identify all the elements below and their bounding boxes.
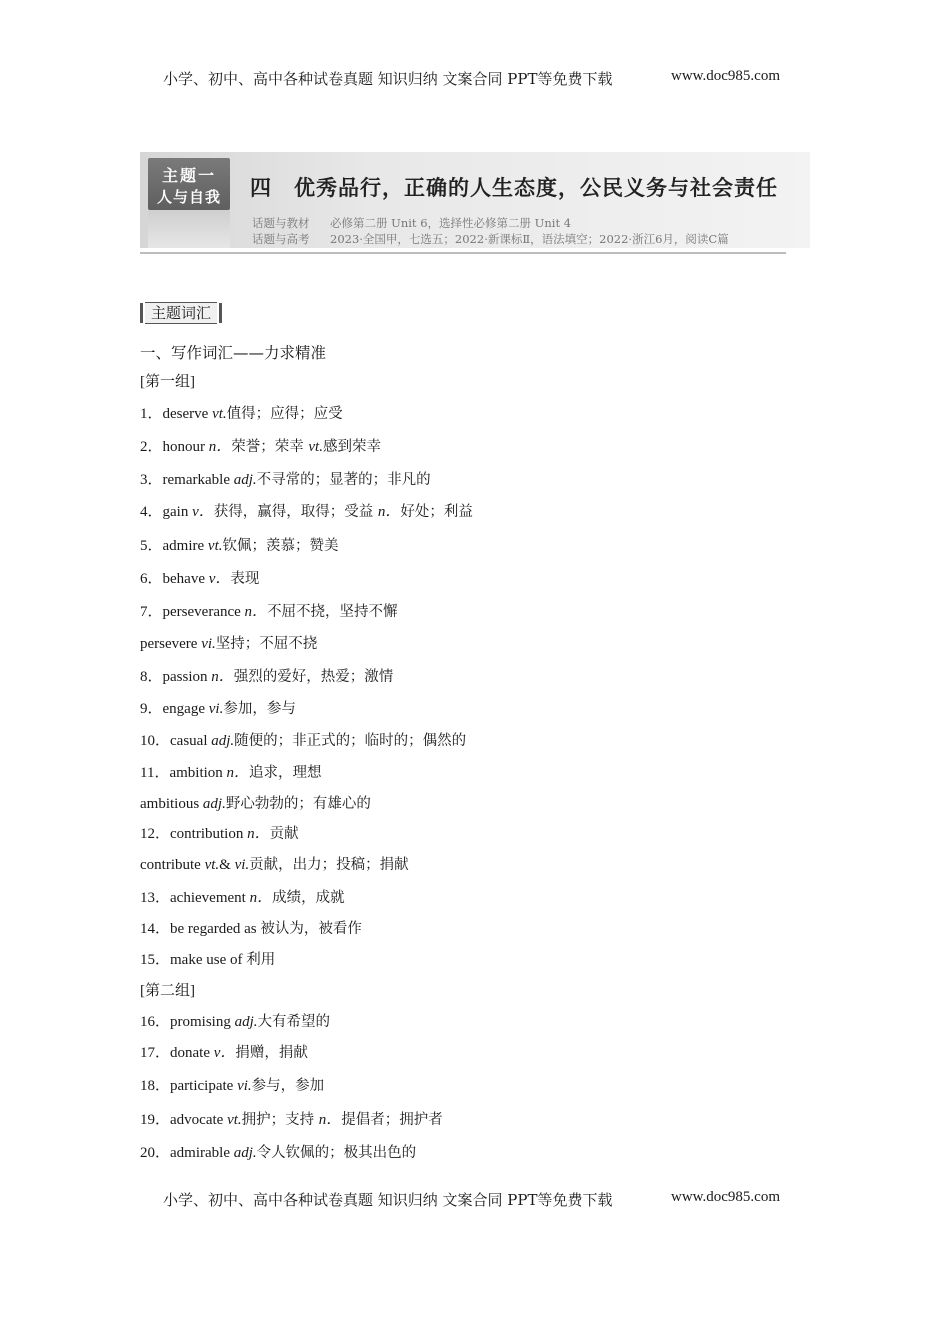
word-meaning: 利用 [246,952,276,968]
word-term: deserve [162,406,213,422]
pos-joiner: & [219,857,235,873]
word-entry [140,792,371,813]
word-entry [140,697,296,718]
word-term: contribute [140,857,205,873]
word-meaning: 成绩，成就 [272,890,345,906]
section-heading: 一、写作词汇——力求精准 [140,344,327,362]
word-term: be regarded as [170,921,261,937]
word-number: 14． [140,921,171,937]
word-number: 18． [140,1078,171,1094]
part-of-speech: vi. [208,701,224,717]
word-number: 11． [140,765,170,781]
part-of-speech: vi. [234,857,250,873]
word-entry [140,886,345,907]
word-term: persevere [140,636,202,652]
word-entry [140,567,259,588]
word-term: passion [162,669,212,685]
word-term: perseverance [162,604,245,620]
header-url[interactable]: www.doc985.com [671,68,781,84]
word-term: honour [162,439,209,455]
meta-key: 话题与教材 [252,216,310,230]
part-of-speech: vt. [308,439,323,455]
word-meaning: 野心勃勃的；有雄心的 [225,796,371,812]
word-entry [140,729,466,750]
word-term: achievement [170,890,250,906]
part-of-speech: adj. [211,733,235,749]
word-term: ambitious [140,796,203,812]
page-footer [0,1189,950,1213]
page-header [0,68,950,92]
word-meaning: 被认为，被看作 [260,921,362,937]
footer-text: 小学、初中、高中各种试卷真题 知识归纳 文案合同 PPT等免费下载 [163,1191,613,1209]
part-of-speech: n． [244,604,268,620]
word-meaning: 表现 [230,571,260,587]
part-of-speech: vt. [212,406,227,422]
word-meaning: 参加，参与 [223,701,296,717]
badge-line2: 人与自我 [156,188,221,206]
group-label: [第一组] [140,374,195,390]
word-meaning: 不寻常的；显著的；非凡的 [256,472,431,488]
word-term: donate [170,1045,214,1061]
word-entry [140,665,393,686]
word-entry [140,1041,308,1062]
part-of-speech: n． [226,765,250,781]
word-term: promising [170,1014,235,1030]
badge-line1: 主题一 [161,166,216,185]
word-term: engage [162,701,209,717]
part-of-speech: vt. [207,538,223,554]
word-number: 15． [140,952,171,968]
word-meaning: 荣誉；荣幸 [231,439,309,455]
word-term: behave [162,571,209,587]
word-number: 1． [140,406,163,422]
word-number: 4． [140,504,163,520]
word-number: 5． [140,538,163,554]
banner-meta-textbook [252,215,571,231]
word-meaning: 坚持；不屈不挠 [215,636,318,652]
footer-url[interactable]: www.doc985.com [671,1189,781,1205]
part-of-speech: adj. [202,796,226,812]
word-entry [140,822,299,843]
word-entry [140,853,409,874]
word-number: 10． [140,733,171,749]
word-meaning: 好处；利益 [400,504,473,520]
topic-banner [140,152,810,255]
word-meaning: 随便的；非正式的；临时的；偶然的 [234,733,467,749]
word-number: 2． [140,439,163,455]
part-of-speech: v． [208,571,231,587]
word-entry [140,948,275,969]
badge-shadow [148,210,230,248]
word-meaning: 不屈不挠，坚持不懈 [267,604,398,620]
banner-divider [140,252,786,254]
word-entry [140,1074,324,1095]
meta-key: 话题与高考 [252,232,310,246]
group-label: [第二组] [140,983,195,999]
tag-bar-left [140,303,143,323]
part-of-speech: vt. [204,857,220,873]
word-meaning: 贡献 [269,826,299,842]
word-term: admirable [170,1145,234,1161]
word-entry [140,402,343,423]
word-term: advocate [170,1112,228,1128]
part-of-speech: n． [208,439,232,455]
word-term: contribution [170,826,248,842]
part-of-speech: vt. [227,1112,242,1128]
word-meaning: 提倡者；拥护者 [341,1112,443,1128]
part-of-speech: adj. [233,1145,257,1161]
word-entry [140,1010,330,1031]
part-of-speech: v． [192,504,214,520]
word-number: 3． [140,472,163,488]
word-entry [140,1108,443,1129]
word-number: 16． [140,1014,171,1030]
word-number: 8． [140,669,163,685]
word-number: 19． [140,1112,171,1128]
part-of-speech: vi. [237,1078,252,1094]
part-of-speech: adj. [233,472,257,488]
word-entry [140,468,431,489]
word-entry [140,435,381,456]
word-meaning: 钦佩；羡慕；赞美 [222,538,339,554]
word-number: 6． [140,571,163,587]
word-term: ambition [169,765,227,781]
word-meaning: 追求，理想 [249,765,322,781]
word-number: 17． [140,1045,171,1061]
banner-title: 四 优秀品行，正确的人生态度，公民义务与社会责任 [250,176,778,200]
word-term: participate [170,1078,238,1094]
word-meaning: 感到荣幸 [322,439,381,455]
part-of-speech: adj. [234,1014,258,1030]
word-number: 7． [140,604,163,620]
word-meaning: 参与，参加 [251,1078,325,1094]
theme-badge [148,158,230,210]
banner-meta-exam [252,231,729,247]
word-meaning: 大有希望的 [257,1014,331,1030]
word-number: 9． [140,701,163,717]
word-term: remarkable [162,472,234,488]
word-term: make use of [170,952,247,968]
part-of-speech: n． [318,1112,342,1128]
part-of-speech: n． [249,890,273,906]
word-number: 13． [140,890,171,906]
word-meaning: 强烈的爱好，热爱；激情 [233,669,394,685]
header-text: 小学、初中、高中各种试卷真题 知识归纳 文案合同 PPT等免费下载 [163,70,613,88]
tag-bar-right [219,303,222,323]
word-entry [140,534,339,555]
meta-value: 必修第二册 Unit 6，选择性必修第二册 Unit 4 [330,216,572,230]
word-entry [140,761,322,782]
word-meaning: 令人钦佩的；极其出色的 [256,1145,417,1161]
part-of-speech: v． [213,1045,236,1061]
word-term: gain [162,504,193,520]
word-term: admire [162,538,208,554]
word-entry [140,1141,416,1162]
section-tag-label: 主题词汇 [145,302,217,324]
word-meaning: 值得；应得；应受 [226,406,343,422]
word-entry [140,500,473,521]
meta-value: 2023·全国甲，七选五；2022·新课标Ⅱ，语法填空；2022·浙江6月，阅读C篇 [330,232,729,246]
word-entry [140,600,398,621]
word-number: 12． [140,826,171,842]
word-meaning: 获得，赢得，取得；受益 [213,504,378,520]
word-term: casual [170,733,212,749]
word-number: 20． [140,1145,171,1161]
word-meaning: 拥护；支持 [241,1112,319,1128]
part-of-speech: n． [211,669,234,685]
word-entry [140,632,317,653]
word-meaning: 捐赠，捐献 [235,1045,308,1061]
word-entry [140,917,362,938]
part-of-speech: vi. [201,636,216,652]
section-tag [140,303,222,323]
part-of-speech: n． [377,504,401,520]
word-meaning: 贡献，出力；投稿；捐献 [249,857,409,873]
part-of-speech: n． [247,826,270,842]
